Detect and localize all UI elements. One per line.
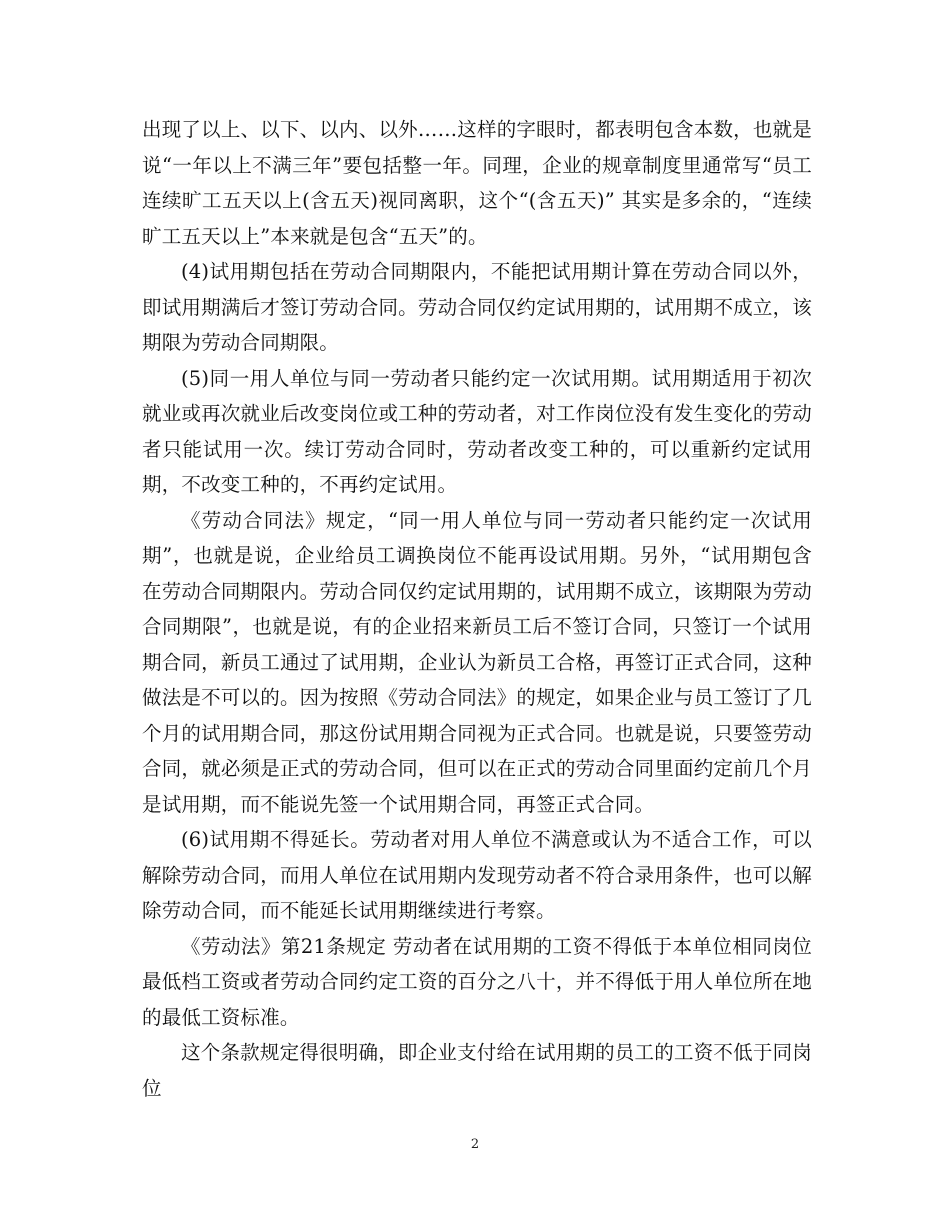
paragraph-4: 《劳动合同法》规定，“同一用人单位与同一劳动者只能约定一次试用期”，也就是说，企业给员工调换岗位不能再设试用期。另外，“试用期包含在劳动合同期限内。劳动合同仅约定试用期的，试用期不成立，该期限为劳动合同期限”，也就是说，有的企业招来新员工后不签订合同，只签订一个试用期合同，新员工通过了试用期，企业认为新员工合格，再签订正式合同，这种做法是不可以的。因为按照《劳动合同法》的规定，如果企业与员工签订了几个月的试用期合同，那这份试用期合同视为正式合同。也就是说，只要签劳动合同，就必须是正式的劳动合同，但可以在正式的劳动合同里面约定前几个月是试用期，而不能说先签一个试用期合同，再签正式合同。	[142, 508, 812, 816]
paragraph-3: (5)同一用人单位与同一劳动者只能约定一次试用期。试用期适用于初次就业或再次就业后改变岗位或工种的劳动者，对工作岗位没有发生变化的劳动者只能试用一次。续订劳动合同时，劳动者改变工种的，可以重新约定试用期，不改变工种的，不再约定试用。	[142, 366, 812, 496]
paragraph-6: 《劳动法》第21条规定 劳动者在试用期的工资不得低于本单位相同岗位最低档工资或者劳动合同约定工资的百分之八十，并不得低于用人单位所在地的最低工资标准。	[142, 934, 812, 1029]
page-number: 2	[470, 1137, 480, 1152]
document-body	[142, 112, 812, 1106]
paragraph-7: 这个条款规定得很明确，即企业支付给在试用期的员工的工资不低于同岗位	[142, 1041, 812, 1100]
paragraph-1: 出现了以上、以下、以内、以外……这样的字眼时，都表明包含本数，也就是说“一年以上不满三年”要包括整一年。同理，企业的规章制度里通常写“员工连续旷工五天以上(含五天)视同离职，这个“(含五天)” 其实是多余的，“连续旷工五天以上”本来就是包含“五天”的。	[142, 118, 812, 248]
paragraph-2: (4)试用期包括在劳动合同期限内，不能把试用期计算在劳动合同以外，即试用期满后才签订劳动合同。劳动合同仅约定试用期的，试用期不成立，该期限为劳动合同期限。	[142, 260, 812, 354]
paragraph-5: (6)试用期不得延长。劳动者对用人单位不满意或认为不适合工作，可以解除劳动合同，而用人单位在试用期内发现劳动者不符合录用条件，也可以解除劳动合同，而不能延长试用期继续进行考察。	[142, 828, 812, 922]
